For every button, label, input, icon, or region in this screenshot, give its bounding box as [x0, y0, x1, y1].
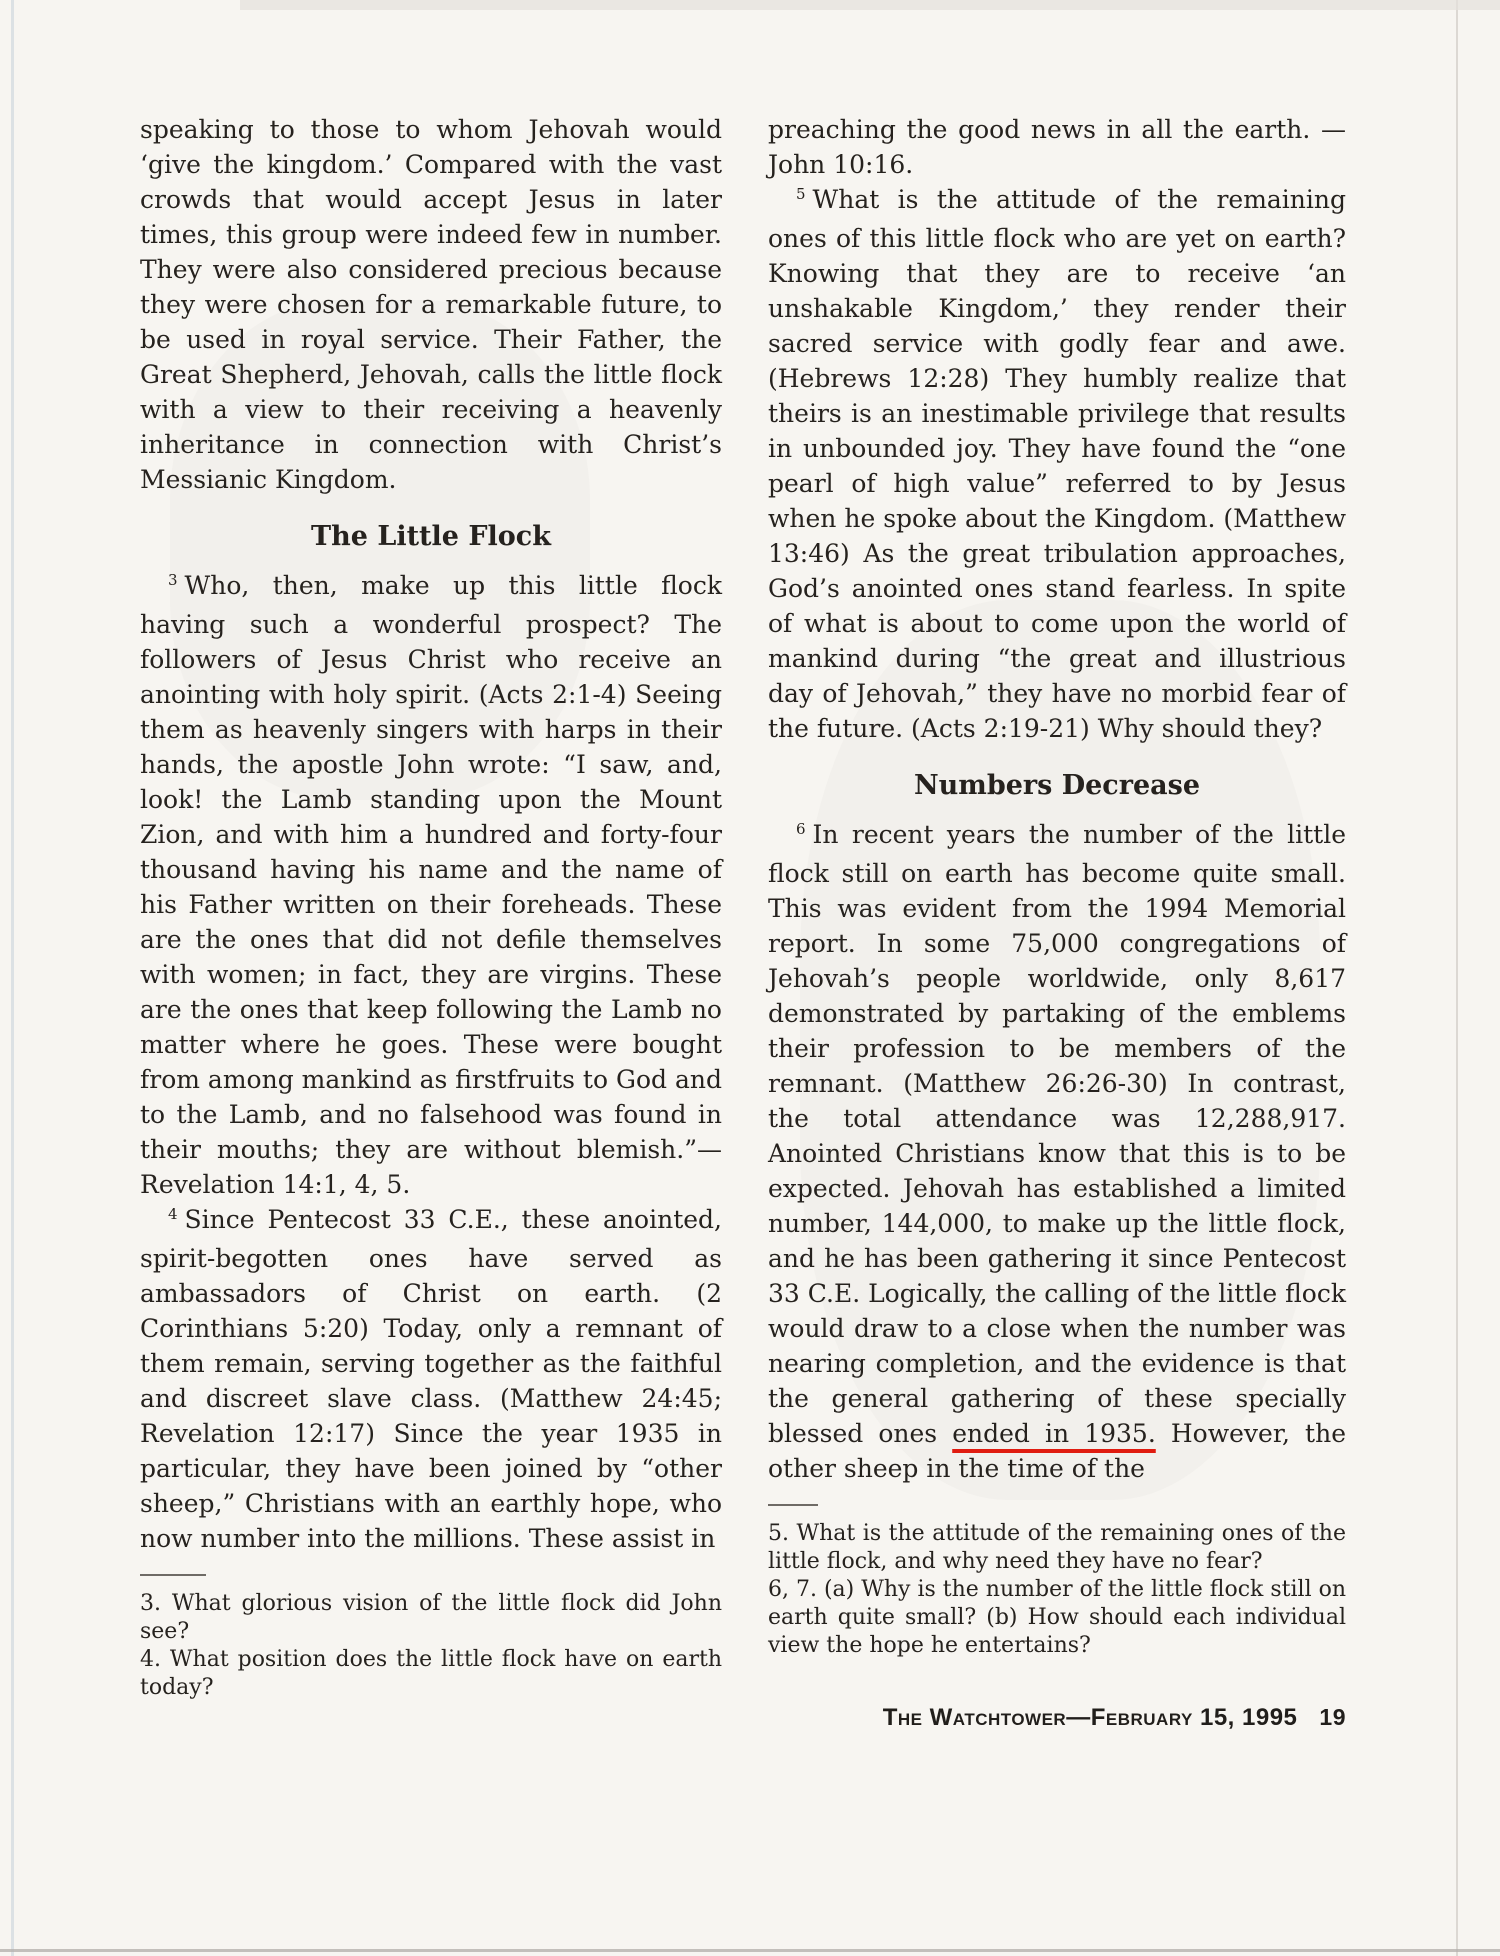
- paragraph-5-number: 5: [796, 185, 806, 203]
- continuation-paragraph: speaking to those to whom Jehovah would ‘give the kingdom.’ Compared with the vast crowds that would accept Jesus in later times, this group were indeed few in number. They were also considered precious because they were chosen for a remarkable future, to be used in royal service. Their Father, the Great Shepherd, Jehovah, calls the little flock with a view to their receiving a heavenly inheritance in connection with Christ’s Messianic Kingdom.: [140, 115, 722, 494]
- red-underlined-phrase: ended in 1935.: [952, 1419, 1156, 1448]
- section-heading-the-little-flock: The Little Flock: [311, 521, 551, 552]
- scan-edge-top-shade: [240, 0, 1500, 10]
- footnote-6-7: 6, 7. (a) Why is the number of the little flock still on earth quite small? (b) How should each individual view the hope he entertains?: [768, 1577, 1347, 1658]
- paragraph-3-text: Who, then, make up this little flock having such a wonderful prospect? The followers of Jesus Christ who receive an anointing with holy spirit. (Acts 2:1-4) Seeing them as heavenly singers with harps in their hands, the apostle John wrote: “I saw, and, look! the Lamb standing upon the Mount Zion, and with him a hundred and forty-four thousand having his name and the name of his Father written on their foreheads. These are the ones that did not defile themselves with women; in fact, they are virgins. These are the ones that keep following the Lamb no matter where he goes. These were bought from among mankind as firstfruits to God and to the Lamb, and no falsehood was found in their mouths; they are without blemish.”—Revelation 14:1, 4, 5.: [140, 571, 722, 1199]
- footnote-4: 4. What position does the little flock have on earth today?: [140, 1647, 722, 1700]
- scan-edge-bottom-line: [0, 1949, 1500, 1952]
- paragraph-4-number: 4: [168, 1205, 178, 1223]
- paragraph-6-text-before: In recent years the number of the little flock still on earth has become quite small. This was evident from the 1994 Memorial report. In some 75,000 congregations of Jehovah’s people worldwide, only 8,617 demonstrated by partaking of the emblems their profession to be members of the remnant. (Matthew 26:26-30) In contrast, the total attendance was 12,288,917. Anointed Christians know that this is to be expected. Jehovah has established a limited number, 144,000, to make up the little flock, and he has been gathering it since Pentecost 33 C.E. Logically, the calling of the little flock would draw to a close when the number was nearing completion, and the evidence is that the general gathering of these specially blessed ones: [768, 820, 1347, 1448]
- continuation-paragraph-right: preaching the good news in all the earth. —John 10:16.: [768, 115, 1346, 179]
- footnote-5: 5. What is the attitude of the remaining ones of the little flock, and why need they have no fear?: [768, 1521, 1346, 1574]
- paragraph-4: [140, 1202, 722, 1556]
- paragraph-4-text: Since Pentecost 33 C.E., these anointed, spirit-begotten ones have served as ambassadors of Christ on earth. (2 Corinthians 5:20) Today, only a remnant of them remain, serving together as the faithful and discreet slave class. (Matthew 24:45; Revelation 12:17) Since the year 1935 in particular, they have been joined by “other sheep,” Christians with an earthly hope, who now number into the millions. These assist in: [140, 1205, 722, 1553]
- footnote-divider-right: [768, 1504, 818, 1506]
- scan-edge-right-line: [1456, 0, 1458, 1956]
- paragraph-6-text-after: However, the other sheep in the time of the: [768, 1419, 1347, 1483]
- paragraph-3-number: 3: [168, 571, 178, 589]
- footnote-3: 3. What glorious vision of the little flock did John see?: [140, 1591, 722, 1644]
- paragraph-6-number: 6: [796, 820, 806, 838]
- paragraph-5: [768, 182, 1346, 746]
- paragraph-5-text: What is the attitude of the remaining ones of this little flock who are yet on earth? Knowing that they are to receive ‘an unshakable Kingdom,’ they render their sacred service with godly fear and awe. (Hebrews 12:28) They humbly realize that theirs is an inestimable privilege that results in unbounded joy. They have found the “one pearl of high value” referred to by Jesus when he spoke about the Kingdom. (Matthew 13:46) As the great tribulation approaches, God’s anointed ones stand fearless. In spite of what is about to come upon the world of mankind during “the great and illustrious day of Jehovah,” they have no morbid fear of the future. (Acts 2:19-21) Why should they?: [768, 185, 1346, 743]
- right-column: [768, 112, 1346, 1735]
- journal-date-line: The Watchtower—February 15, 1995: [882, 1704, 1298, 1731]
- left-column: [140, 112, 722, 1702]
- page-number: 19: [1319, 1704, 1346, 1730]
- footnote-divider: [140, 1574, 206, 1576]
- scan-edge-left-line: [11, 0, 14, 1956]
- paragraph-6: [768, 817, 1346, 1486]
- paragraph-3: [140, 568, 722, 1202]
- page-footer: [768, 1700, 1346, 1735]
- section-heading-numbers-decrease: Numbers Decrease: [913, 770, 1201, 801]
